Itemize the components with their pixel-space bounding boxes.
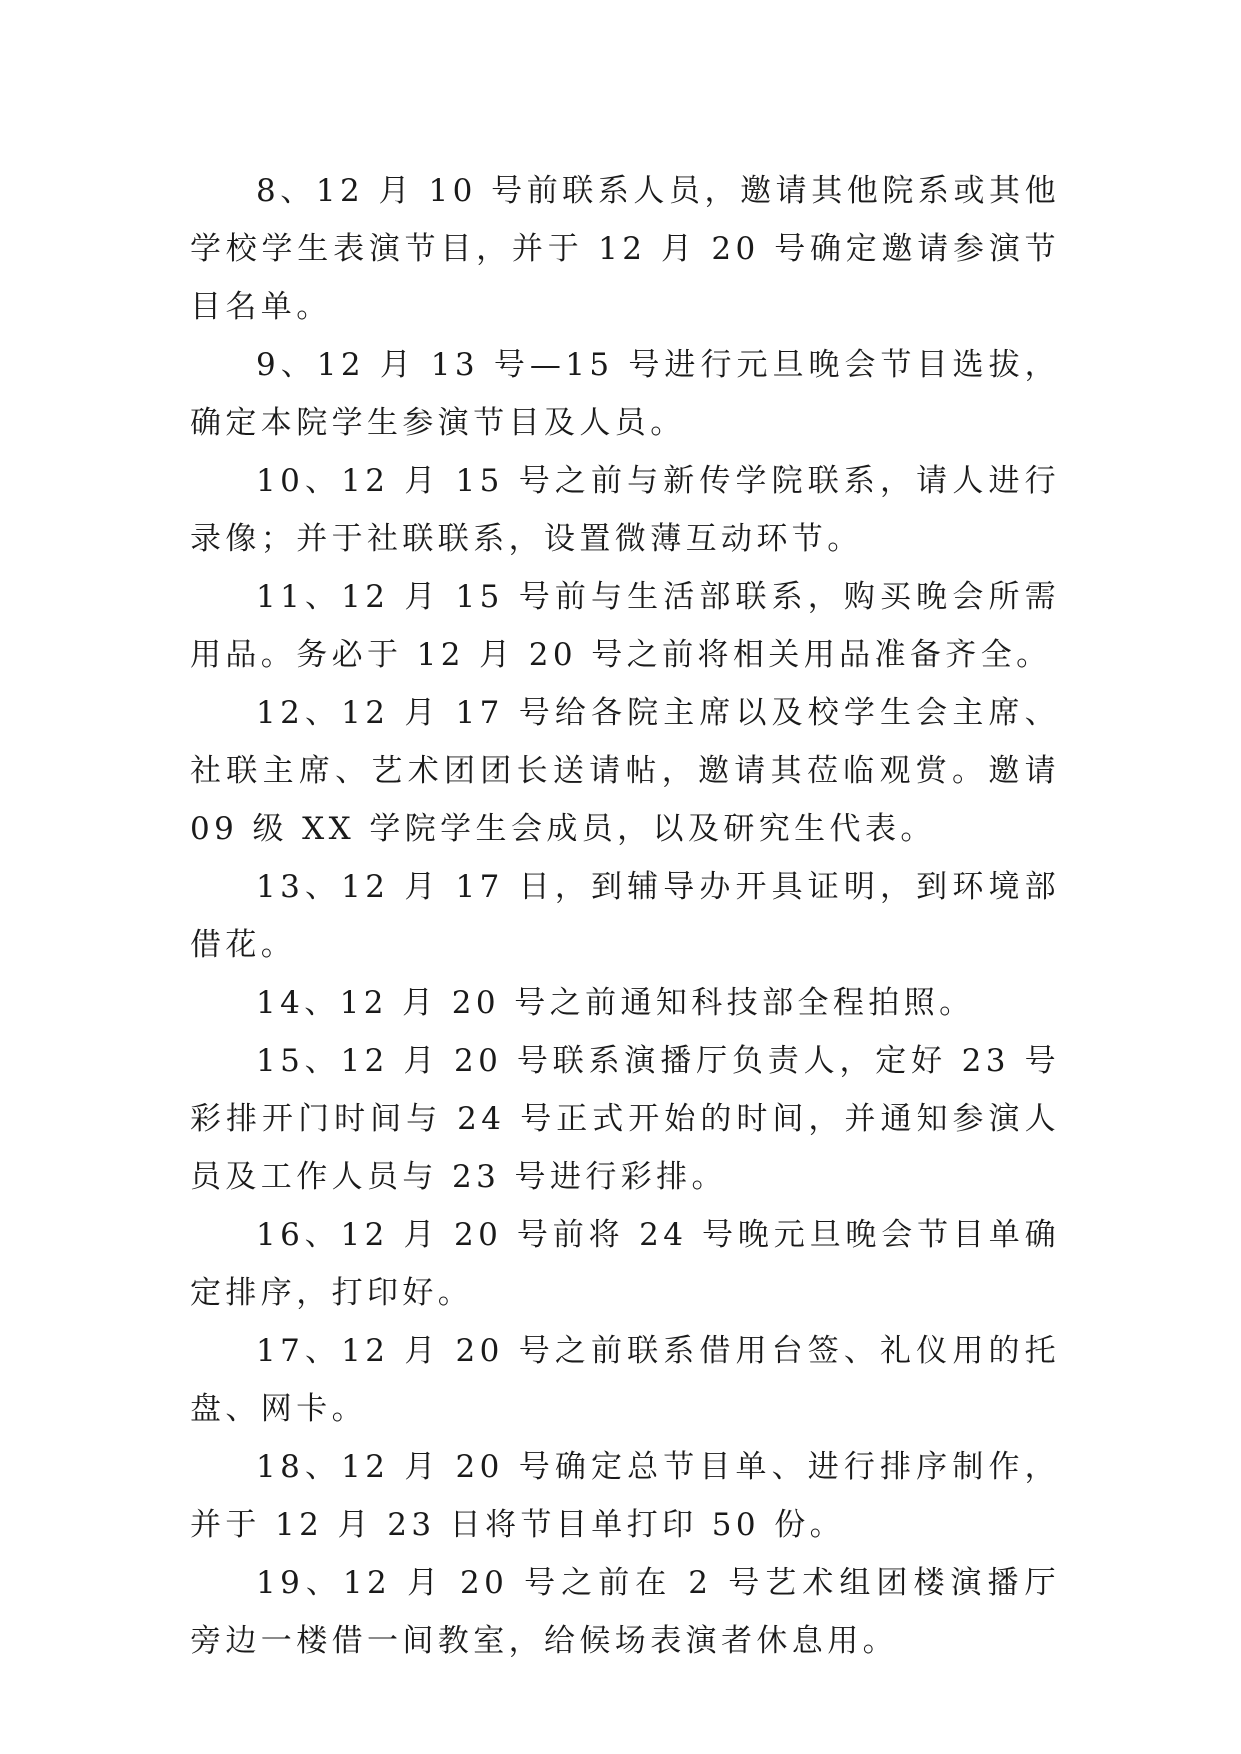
paragraph-item-16: 16、12 月 20 号前将 24 号晚元旦晚会节目单确定排序，打印好。 bbox=[190, 1217, 1060, 1311]
paragraph-item-11: 11、12 月 15 号前与生活部联系，购买晚会所需用品。务必于 12 月 20 号之前将相关用品准备齐全。 bbox=[190, 579, 1060, 673]
paragraph-item-15: 15、12 月 20 号联系演播厅负责人，定好 23 号彩排开门时间与 24 号正式开始的时间，并通知参演人员及工作人员与 23 号进行彩排。 bbox=[190, 1043, 1060, 1195]
paragraph-item-9: 9、12 月 13 号—15 号进行元旦晚会节目选拔，确定本院学生参演节目及人员。 bbox=[190, 347, 1060, 441]
paragraph-item-8: 8、12 月 10 号前联系人员，邀请其他院系或其他学校学生表演节目，并于 12 月 20 号确定邀请参演节目名单。 bbox=[190, 173, 1060, 325]
document-body bbox=[190, 162, 1060, 1670]
paragraph-item-14: 14、12 月 20 号之前通知科技部全程拍照。 bbox=[256, 985, 975, 1021]
paragraph-item-18: 18、12 月 20 号确定总节目单、进行排序制作，并于 12 月 23 日将节目单打印 50 份。 bbox=[190, 1449, 1060, 1543]
paragraph-item-17: 17、12 月 20 号之前联系借用台签、礼仪用的托盘、网卡。 bbox=[190, 1333, 1060, 1427]
paragraph-item-13: 13、12 月 17 日，到辅导办开具证明，到环境部借花。 bbox=[190, 869, 1060, 963]
paragraph-item-19: 19、12 月 20 号之前在 2 号艺术组团楼演播厅旁边一楼借一间教室，给候场表演者休息用。 bbox=[190, 1565, 1060, 1659]
paragraph-item-12: 12、12 月 17 号给各院主席以及校学生会主席、社联主席、艺术团团长送请帖，邀请其莅临观赏。邀请 09 级 XX 学院学生会成员，以及研究生代表。 bbox=[190, 695, 1060, 847]
paragraph-item-10: 10、12 月 15 号之前与新传学院联系，请人进行录像；并于社联联系，设置微薄互动环节。 bbox=[190, 463, 1060, 557]
